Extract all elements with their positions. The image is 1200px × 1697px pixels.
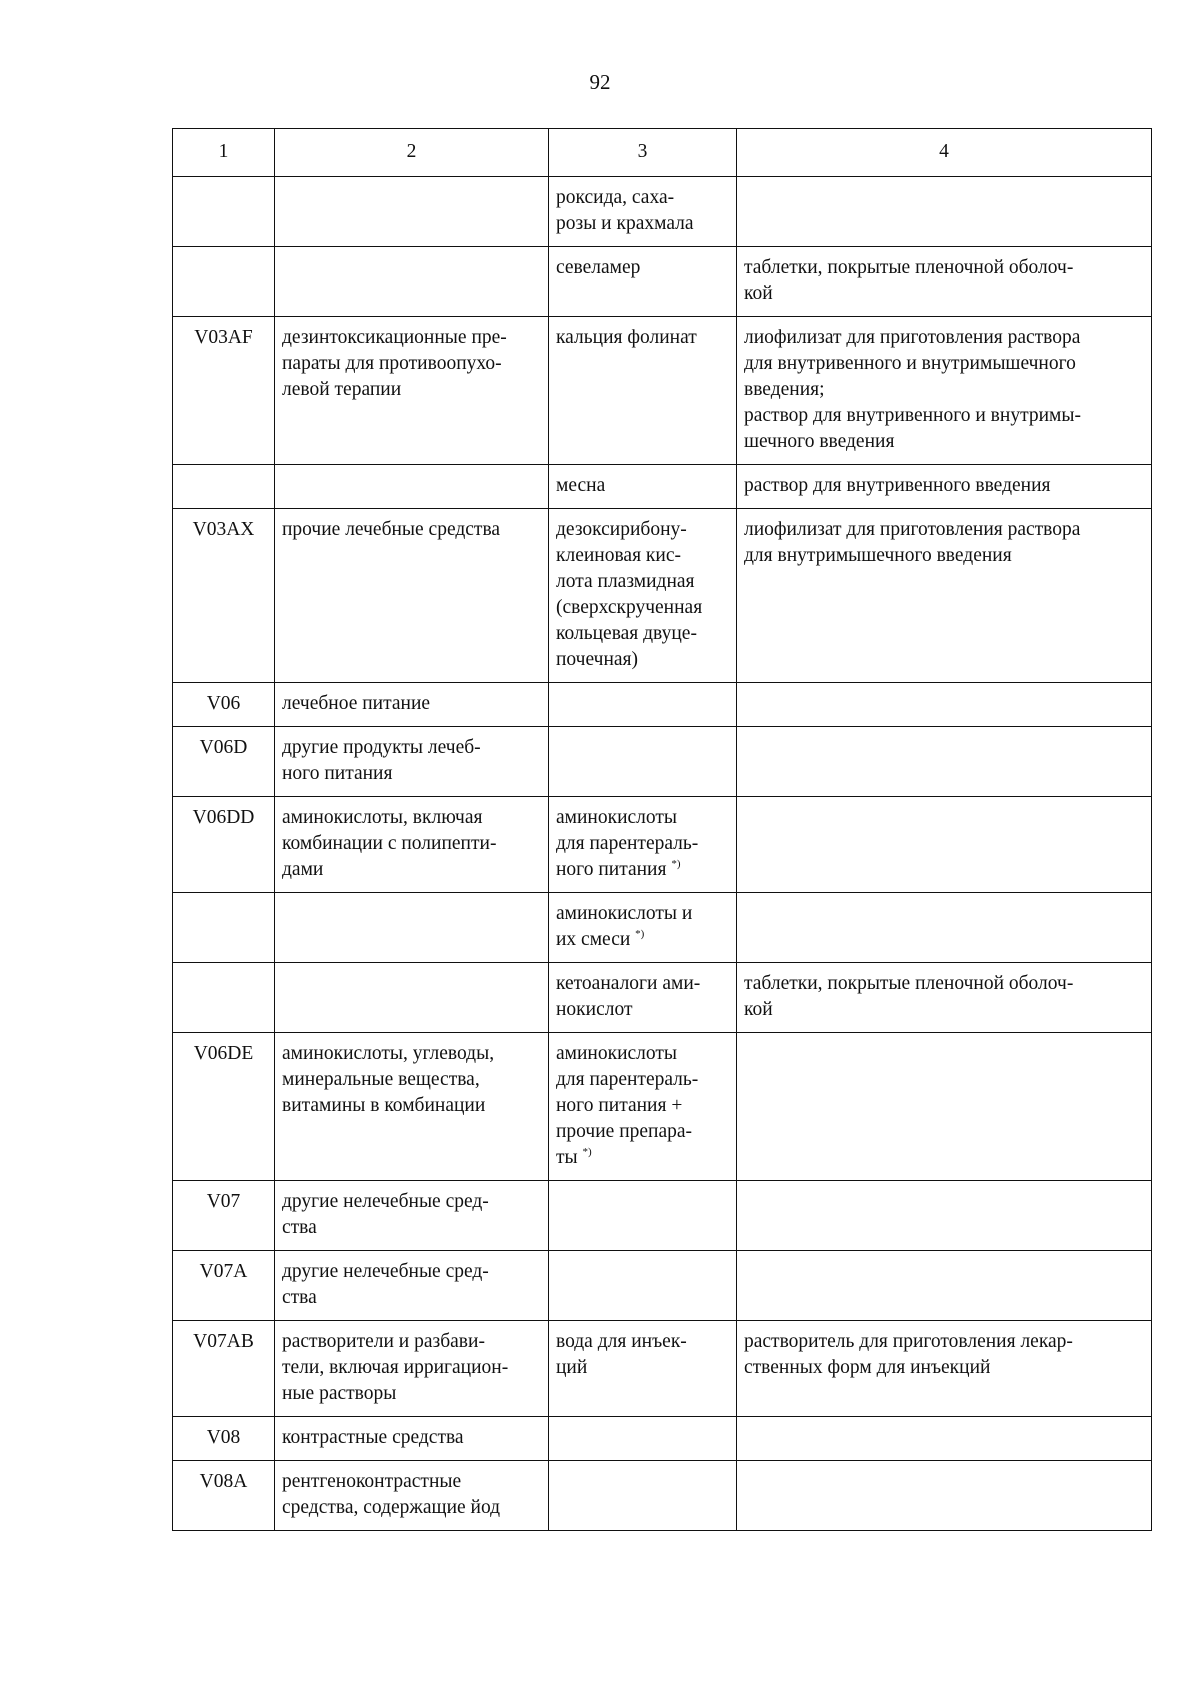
drug-name-cell: [549, 683, 737, 727]
table-row: [173, 317, 1152, 465]
group-name-cell: [275, 1321, 549, 1417]
table-row: [173, 963, 1152, 1033]
drug-name-cell-text: аминокислоты для парентераль- ного питания + прочие препара- ты: [556, 1043, 699, 1168]
atc-code-cell-text: V08A: [199, 1471, 248, 1492]
dosage-form-cell-text: таблетки, покрытые пленочной оболоч- кой: [744, 257, 1074, 304]
group-name-cell: [275, 727, 549, 797]
table-row: [173, 247, 1152, 317]
group-name-cell-text: рентгеноконтрастные средства, содержащие йод: [282, 1471, 501, 1518]
drug-name-cell-text: вода для инъек- ций: [556, 1331, 687, 1378]
atc-code-cell: [173, 963, 275, 1033]
atc-code-cell: [173, 1321, 275, 1417]
atc-code-cell: [173, 1461, 275, 1531]
group-name-cell: [275, 797, 549, 893]
dosage-form-cell: [737, 1181, 1152, 1251]
drug-name-cell: [549, 1033, 737, 1181]
atc-code-cell-text: V07: [206, 1191, 241, 1212]
group-name-cell: [275, 247, 549, 317]
group-name-cell-text: аминокислоты, включая комбинации с полипепти- дами: [282, 807, 497, 880]
dosage-form-cell: [737, 177, 1152, 247]
dosage-form-cell: [737, 1321, 1152, 1417]
header-col-2: 2: [275, 129, 549, 177]
group-name-cell: [275, 177, 549, 247]
footnote-marker: *): [582, 1146, 592, 1158]
footnote-marker: *): [635, 928, 645, 940]
atc-code-cell-text: V03AF: [194, 327, 253, 348]
table-row: [173, 1181, 1152, 1251]
group-name-cell: [275, 1417, 549, 1461]
drug-name-cell: [549, 1181, 737, 1251]
dosage-form-cell: [737, 963, 1152, 1033]
atc-code-cell: [173, 509, 275, 683]
group-name-cell-text: дезинтоксикационные пре- параты для противоопухо- левой терапии: [282, 327, 507, 400]
group-name-cell: [275, 963, 549, 1033]
table-row: [173, 177, 1152, 247]
drug-name-cell: [549, 1251, 737, 1321]
atc-code-cell-text: V06: [206, 693, 241, 714]
dosage-form-cell: [737, 893, 1152, 963]
dosage-form-cell: [737, 317, 1152, 465]
dosage-form-cell: [737, 1461, 1152, 1531]
group-name-cell-text: растворители и разбави- тели, включая ирригацион- ные растворы: [282, 1331, 509, 1404]
table-row: [173, 683, 1152, 727]
table-row: [173, 893, 1152, 963]
atc-code-cell: [173, 727, 275, 797]
table-row: [173, 1033, 1152, 1181]
drug-name-cell-text: роксида, саха- розы и крахмала: [556, 187, 694, 234]
atc-code-cell: [173, 1181, 275, 1251]
atc-code-cell: [173, 683, 275, 727]
drug-name-cell: [549, 1417, 737, 1461]
table-row: [173, 1251, 1152, 1321]
atc-code-cell-text: V03AX: [192, 519, 255, 540]
group-name-cell: [275, 509, 549, 683]
table-row: [173, 727, 1152, 797]
atc-code-cell-text: V06DD: [192, 807, 255, 828]
dosage-form-cell-text: раствор для внутривенного введения: [744, 475, 1051, 496]
atc-code-cell: [173, 1417, 275, 1461]
group-name-cell: [275, 893, 549, 963]
group-name-cell-text: прочие лечебные средства: [282, 519, 501, 540]
table-row: [173, 1321, 1152, 1417]
dosage-form-cell: [737, 1417, 1152, 1461]
drug-name-cell: [549, 465, 737, 509]
drug-name-cell: [549, 1461, 737, 1531]
drug-name-cell: [549, 1321, 737, 1417]
table-row: [173, 465, 1152, 509]
group-name-cell-text: лечебное питание: [282, 693, 431, 714]
dosage-form-cell-text: таблетки, покрытые пленочной оболоч- кой: [744, 973, 1074, 1020]
dosage-form-cell-text: растворитель для приготовления лекар- ственных форм для инъекций: [744, 1331, 1073, 1378]
drug-name-cell-text: месна: [556, 475, 606, 496]
atc-code-cell: [173, 317, 275, 465]
drug-name-cell: [549, 177, 737, 247]
atc-code-cell: [173, 893, 275, 963]
group-name-cell-text: аминокислоты, углеводы, минеральные вещества, витамины в комбинации: [282, 1043, 495, 1116]
dosage-form-cell: [737, 1033, 1152, 1181]
table-row: [173, 797, 1152, 893]
table-body: [173, 177, 1152, 1531]
header-col-3: 3: [549, 129, 737, 177]
header-col-4: 4: [737, 129, 1152, 177]
drug-name-cell: [549, 963, 737, 1033]
drug-name-cell: [549, 893, 737, 963]
drug-name-cell: [549, 509, 737, 683]
drug-name-cell: [549, 727, 737, 797]
table-row: [173, 509, 1152, 683]
dosage-form-cell: [737, 727, 1152, 797]
atc-code-cell-text: V07A: [199, 1261, 248, 1282]
dosage-form-cell-text: лиофилизат для приготовления раствора для внутривенного и внутримышечного введения; раствор для внутривенного и внутримы- шечного введения: [744, 327, 1081, 452]
dosage-form-cell-text: лиофилизат для приготовления раствора для внутримышечного введения: [744, 519, 1081, 566]
group-name-cell: [275, 1033, 549, 1181]
dosage-form-cell: [737, 247, 1152, 317]
atc-code-cell: [173, 465, 275, 509]
drug-name-cell: [549, 797, 737, 893]
drug-name-cell-text: аминокислоты для парентераль- ного питания: [556, 807, 699, 880]
table-row: [173, 1461, 1152, 1531]
drug-name-cell-text: кальция фолинат: [556, 327, 697, 348]
dosage-form-cell: [737, 509, 1152, 683]
group-name-cell: [275, 1251, 549, 1321]
atc-code-cell: [173, 1251, 275, 1321]
group-name-cell-text: другие продукты лечеб- ного питания: [282, 737, 481, 784]
atc-code-cell-text: V07AB: [193, 1331, 254, 1352]
atc-code-cell-text: V06D: [199, 737, 248, 758]
atc-code-cell: [173, 1033, 275, 1181]
drug-name-cell: [549, 317, 737, 465]
drug-name-cell-text: кетоаналоги ами- нокислот: [556, 973, 701, 1020]
footnote-marker: *): [671, 858, 681, 870]
dosage-form-cell: [737, 683, 1152, 727]
group-name-cell-text: другие нелечебные сред- ства: [282, 1261, 489, 1308]
header-col-1: 1: [173, 129, 275, 177]
dosage-form-cell: [737, 1251, 1152, 1321]
dosage-form-cell: [737, 465, 1152, 509]
page-number: 92: [589, 70, 611, 94]
group-name-cell: [275, 317, 549, 465]
dosage-form-cell: [737, 797, 1152, 893]
atc-code-cell-text: V06DE: [193, 1043, 254, 1064]
group-name-cell-text: другие нелечебные сред- ства: [282, 1191, 489, 1238]
group-name-cell: [275, 1461, 549, 1531]
atc-code-cell: [173, 247, 275, 317]
drug-name-cell: [549, 247, 737, 317]
group-name-cell-text: контрастные средства: [282, 1427, 464, 1448]
atc-code-cell-text: V08: [206, 1427, 241, 1448]
table-header-row: [173, 129, 1152, 177]
drug-table: [172, 128, 1152, 1531]
drug-name-cell-text: дезоксирибону- клеиновая кис- лота плазмидная (сверхскрученная кольцевая двуце- почечная): [556, 519, 703, 670]
group-name-cell: [275, 465, 549, 509]
group-name-cell: [275, 1181, 549, 1251]
drug-name-cell-text: севеламер: [556, 257, 641, 278]
table-row: [173, 1417, 1152, 1461]
drug-name-cell-text: аминокислоты и их смеси: [556, 903, 693, 950]
atc-code-cell: [173, 797, 275, 893]
atc-code-cell: [173, 177, 275, 247]
group-name-cell: [275, 683, 549, 727]
